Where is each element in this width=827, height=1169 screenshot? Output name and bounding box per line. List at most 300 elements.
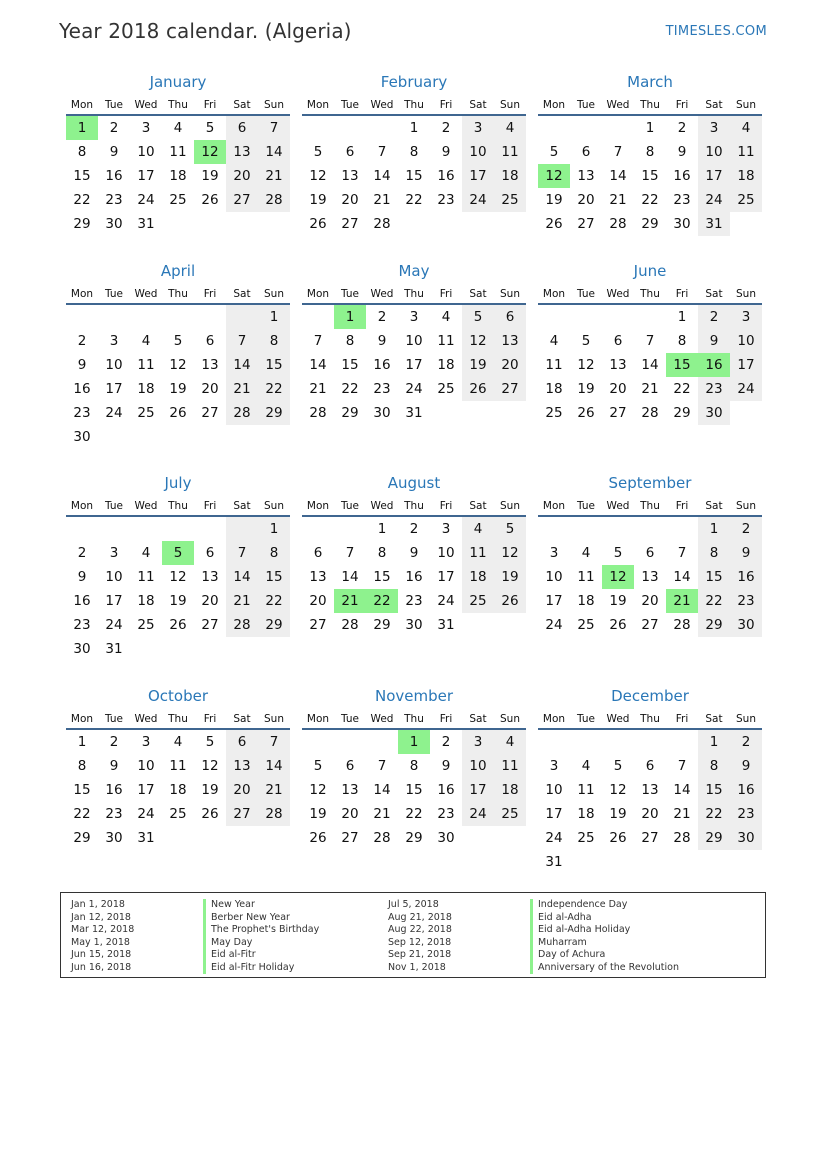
day-cell: 15: [258, 353, 290, 377]
weekday-label: Mon: [70, 500, 94, 512]
legend-date: Aug 21, 2018: [388, 911, 452, 923]
day-cell: 6: [645, 758, 655, 774]
weekday-label: Sun: [736, 99, 756, 111]
legend-date: Aug 22, 2018: [388, 924, 452, 935]
days-grid: [66, 305, 290, 449]
day-cell: 27: [577, 216, 595, 232]
weekday-label: Tue: [341, 713, 359, 725]
day-cell: 15: [405, 782, 423, 798]
day-cell: 13: [226, 754, 258, 778]
day-cell: 26: [169, 617, 187, 633]
holiday-day-cell: 21: [334, 589, 366, 613]
weekday-label: Tue: [577, 288, 595, 300]
weekday-label: Tue: [341, 288, 359, 300]
weekday-label: Wed: [606, 288, 630, 300]
weekday-label: Wed: [606, 99, 630, 111]
empty-day-cell: [366, 730, 398, 754]
legend-holiday-name: Eid al-Fitr Holiday: [203, 962, 319, 975]
day-cell: 3: [141, 734, 151, 750]
day-cell: 31: [105, 641, 123, 657]
day-cell: 22: [698, 589, 730, 613]
day-cell: 4: [441, 309, 451, 325]
weekday-label: Sat: [233, 99, 251, 111]
legend-date: Sep 21, 2018: [388, 949, 452, 960]
empty-day-cell: [130, 517, 162, 541]
day-cell: 8: [409, 144, 419, 160]
day-cell: 29: [258, 401, 290, 425]
day-cell: 16: [73, 381, 91, 397]
days-grid: [538, 305, 762, 425]
day-cell: 29: [341, 405, 359, 421]
weekday-label: Wed: [134, 713, 158, 725]
empty-day-cell: [730, 401, 762, 425]
empty-day-cell: [602, 850, 634, 874]
weekday-label: Sat: [469, 99, 487, 111]
day-cell: 25: [494, 188, 526, 212]
day-cell: 7: [258, 730, 290, 754]
day-cell: 1: [258, 305, 290, 329]
day-cell: 25: [169, 192, 187, 208]
weekday-label: Sat: [705, 500, 723, 512]
days-grid: [538, 517, 762, 637]
day-cell: 22: [341, 381, 359, 397]
month-september: [538, 473, 762, 637]
holiday-day-cell: 16: [698, 353, 730, 377]
empty-day-cell: [226, 517, 258, 541]
site-link[interactable]: TIMESLES.COM: [665, 24, 767, 39]
day-cell: 8: [377, 545, 387, 561]
day-cell: 20: [641, 806, 659, 822]
day-cell: 2: [441, 734, 451, 750]
day-cell: 22: [258, 377, 290, 401]
day-cell: 9: [441, 144, 451, 160]
day-cell: 11: [137, 569, 155, 585]
day-cell: 12: [494, 541, 526, 565]
day-cell: 15: [698, 565, 730, 589]
day-cell: 3: [409, 309, 419, 325]
day-cell: 30: [373, 405, 391, 421]
day-cell: 7: [258, 116, 290, 140]
day-cell: 2: [441, 120, 451, 136]
empty-day-cell: [570, 730, 602, 754]
empty-day-cell: [462, 212, 494, 236]
day-cell: 9: [730, 754, 762, 778]
day-cell: 3: [549, 758, 559, 774]
day-cell: 11: [577, 569, 595, 585]
day-cell: 11: [730, 140, 762, 164]
day-cell: 20: [341, 806, 359, 822]
day-cell: 29: [258, 613, 290, 637]
day-cell: 16: [730, 778, 762, 802]
empty-day-cell: [666, 850, 698, 874]
weekday-label: Fri: [675, 713, 689, 725]
day-cell: 27: [641, 617, 659, 633]
month-may: [302, 261, 526, 425]
day-cell: 4: [173, 120, 183, 136]
day-cell: 30: [105, 216, 123, 232]
empty-day-cell: [334, 730, 366, 754]
empty-day-cell: [666, 730, 698, 754]
day-cell: 13: [641, 782, 659, 798]
weekday-label: Mon: [70, 99, 94, 111]
weekday-label: Sat: [233, 500, 251, 512]
weekday-label: Sat: [469, 500, 487, 512]
weekday-label: Sun: [736, 713, 756, 725]
holiday-day-cell: 12: [538, 164, 570, 188]
empty-day-cell: [258, 425, 290, 449]
legend-date: Jan 12, 2018: [71, 911, 131, 923]
day-cell: 13: [309, 569, 327, 585]
day-cell: 7: [645, 333, 655, 349]
month-august: [302, 473, 526, 637]
day-cell: 26: [577, 405, 595, 421]
day-cell: 11: [462, 541, 494, 565]
empty-day-cell: [602, 730, 634, 754]
day-cell: 20: [226, 164, 258, 188]
weekday-label: Wed: [370, 713, 394, 725]
day-cell: 12: [169, 357, 187, 373]
day-cell: 4: [462, 517, 494, 541]
empty-day-cell: [570, 305, 602, 329]
day-cell: 27: [609, 405, 627, 421]
day-cell: 8: [77, 758, 87, 774]
empty-day-cell: [162, 826, 194, 850]
day-cell: 24: [137, 192, 155, 208]
day-cell: 18: [437, 357, 455, 373]
day-cell: 15: [73, 168, 91, 184]
day-cell: 14: [641, 357, 659, 373]
empty-day-cell: [194, 517, 226, 541]
weekday-label: Thu: [168, 288, 188, 300]
weekday-label: Thu: [404, 288, 424, 300]
weekday-label: Sun: [264, 500, 284, 512]
day-cell: 14: [373, 782, 391, 798]
days-grid: [66, 730, 290, 850]
day-cell: 24: [437, 593, 455, 609]
day-cell: 5: [549, 144, 559, 160]
day-cell: 14: [226, 565, 258, 589]
day-cell: 24: [137, 806, 155, 822]
legend-holiday-name: Eid al-Fitr: [203, 949, 319, 962]
day-cell: 2: [677, 120, 687, 136]
empty-day-cell: [634, 517, 666, 541]
day-cell: 10: [462, 140, 494, 164]
day-cell: 1: [377, 521, 387, 537]
day-cell: 3: [462, 116, 494, 140]
weekday-label: Tue: [105, 288, 123, 300]
day-cell: 24: [105, 405, 123, 421]
weekday-label: Sun: [264, 99, 284, 111]
empty-day-cell: [66, 517, 98, 541]
legend-date: Sep 12, 2018: [388, 936, 452, 948]
day-cell: 26: [201, 806, 219, 822]
day-cell: 19: [201, 782, 219, 798]
day-cell: 25: [577, 617, 595, 633]
day-cell: 9: [377, 333, 387, 349]
weekday-label: Sun: [500, 500, 520, 512]
weekday-label: Mon: [70, 288, 94, 300]
empty-day-cell: [258, 637, 290, 661]
empty-day-cell: [162, 212, 194, 236]
day-cell: 6: [205, 333, 215, 349]
days-grid: [538, 116, 762, 236]
weekday-label: Fri: [675, 99, 689, 111]
day-cell: 29: [73, 830, 91, 846]
empty-day-cell: [302, 730, 334, 754]
weekday-header: [66, 497, 290, 517]
day-cell: 26: [494, 589, 526, 613]
day-cell: 11: [494, 140, 526, 164]
weekday-label: Sat: [233, 288, 251, 300]
weekday-label: Sun: [264, 713, 284, 725]
day-cell: 5: [581, 333, 591, 349]
day-cell: 5: [205, 734, 215, 750]
empty-day-cell: [366, 116, 398, 140]
day-cell: 7: [613, 144, 623, 160]
weekday-label: Fri: [203, 288, 217, 300]
day-cell: 20: [226, 778, 258, 802]
weekday-label: Thu: [640, 500, 660, 512]
days-grid: [302, 305, 526, 425]
day-cell: 10: [405, 333, 423, 349]
weekday-label: Wed: [606, 713, 630, 725]
empty-day-cell: [462, 401, 494, 425]
day-cell: 1: [77, 734, 87, 750]
day-cell: 19: [494, 565, 526, 589]
legend-date: Jun 15, 2018: [71, 949, 132, 960]
empty-day-cell: [730, 850, 762, 874]
days-grid: [302, 517, 526, 637]
weekday-label: Thu: [640, 288, 660, 300]
day-cell: 9: [109, 758, 119, 774]
day-cell: 20: [341, 192, 359, 208]
month-name: December: [611, 687, 689, 705]
day-cell: 28: [673, 830, 691, 846]
day-cell: 8: [345, 333, 355, 349]
weekday-header: [66, 96, 290, 116]
day-cell: 19: [609, 806, 627, 822]
day-cell: 6: [205, 545, 215, 561]
day-cell: 11: [494, 754, 526, 778]
holiday-day-cell: 1: [334, 305, 366, 329]
day-cell: 13: [201, 357, 219, 373]
day-cell: 9: [698, 329, 730, 353]
weekday-label: Fri: [439, 99, 453, 111]
weekday-label: Mon: [306, 99, 330, 111]
day-cell: 16: [105, 782, 123, 798]
day-cell: 10: [545, 569, 563, 585]
day-cell: 16: [73, 593, 91, 609]
day-cell: 22: [258, 589, 290, 613]
day-cell: 24: [730, 377, 762, 401]
weekday-label: Sat: [469, 713, 487, 725]
day-cell: 21: [609, 192, 627, 208]
day-cell: 7: [377, 144, 387, 160]
empty-day-cell: [634, 305, 666, 329]
day-cell: 5: [313, 144, 323, 160]
day-cell: 3: [462, 730, 494, 754]
day-cell: 26: [169, 405, 187, 421]
day-cell: 8: [409, 758, 419, 774]
legend-date: Jul 5, 2018: [388, 899, 439, 910]
day-cell: 6: [226, 730, 258, 754]
day-cell: 7: [313, 333, 323, 349]
day-cell: 8: [258, 541, 290, 565]
legend-date: May 1, 2018: [71, 936, 130, 948]
empty-day-cell: [602, 305, 634, 329]
month-name: June: [633, 262, 667, 280]
empty-day-cell: [494, 212, 526, 236]
day-cell: 30: [698, 401, 730, 425]
month-name: February: [380, 73, 448, 91]
day-cell: 6: [226, 116, 258, 140]
day-cell: 21: [373, 192, 391, 208]
day-cell: 15: [73, 782, 91, 798]
empty-day-cell: [130, 637, 162, 661]
weekday-label: Thu: [168, 99, 188, 111]
day-cell: 27: [226, 188, 258, 212]
day-cell: 26: [545, 216, 563, 232]
day-cell: 27: [341, 830, 359, 846]
day-cell: 30: [73, 429, 91, 445]
legend-holiday-name: Anniversary of the Revolution: [530, 962, 679, 975]
empty-day-cell: [538, 517, 570, 541]
day-cell: 29: [73, 216, 91, 232]
day-cell: 17: [698, 164, 730, 188]
days-grid: [302, 730, 526, 850]
day-cell: 21: [226, 589, 258, 613]
weekday-label: Mon: [306, 500, 330, 512]
day-cell: 27: [201, 617, 219, 633]
day-cell: 20: [201, 381, 219, 397]
day-cell: 13: [494, 329, 526, 353]
empty-day-cell: [494, 401, 526, 425]
day-cell: 25: [437, 381, 455, 397]
day-cell: 11: [169, 758, 187, 774]
day-cell: 3: [441, 521, 451, 537]
empty-day-cell: [302, 116, 334, 140]
empty-day-cell: [634, 850, 666, 874]
day-cell: 18: [462, 565, 494, 589]
empty-day-cell: [130, 425, 162, 449]
day-cell: 4: [581, 758, 591, 774]
day-cell: 18: [137, 593, 155, 609]
day-cell: 1: [645, 120, 655, 136]
weekday-label: Thu: [404, 713, 424, 725]
day-cell: 26: [309, 216, 327, 232]
day-cell: 25: [577, 830, 595, 846]
day-cell: 24: [405, 381, 423, 397]
weekday-label: Sat: [705, 713, 723, 725]
weekday-label: Mon: [542, 99, 566, 111]
empty-day-cell: [430, 401, 462, 425]
day-cell: 4: [549, 333, 559, 349]
day-cell: 6: [613, 333, 623, 349]
day-cell: 26: [201, 192, 219, 208]
day-cell: 22: [73, 192, 91, 208]
day-cell: 28: [673, 617, 691, 633]
day-cell: 15: [698, 778, 730, 802]
day-cell: 15: [373, 569, 391, 585]
day-cell: 25: [137, 617, 155, 633]
weekday-label: Tue: [577, 500, 595, 512]
weekday-label: Wed: [606, 500, 630, 512]
day-cell: 21: [673, 806, 691, 822]
month-name: May: [398, 262, 430, 280]
day-cell: 11: [137, 357, 155, 373]
day-cell: 24: [462, 802, 494, 826]
empty-day-cell: [162, 305, 194, 329]
empty-day-cell: [538, 116, 570, 140]
day-cell: 29: [673, 405, 691, 421]
day-cell: 18: [494, 164, 526, 188]
day-cell: 23: [437, 192, 455, 208]
day-cell: 2: [730, 517, 762, 541]
day-cell: 30: [730, 826, 762, 850]
legend-date: Jan 1, 2018: [71, 899, 125, 910]
day-cell: 16: [730, 565, 762, 589]
empty-day-cell: [66, 305, 98, 329]
day-cell: 22: [73, 806, 91, 822]
weekday-label: Sun: [500, 713, 520, 725]
day-cell: 23: [673, 192, 691, 208]
day-cell: 6: [494, 305, 526, 329]
day-cell: 10: [105, 569, 123, 585]
day-cell: 13: [641, 569, 659, 585]
day-cell: 10: [462, 754, 494, 778]
day-cell: 21: [373, 806, 391, 822]
day-cell: 1: [677, 309, 687, 325]
empty-day-cell: [194, 637, 226, 661]
weekday-label: Tue: [105, 713, 123, 725]
empty-day-cell: [226, 212, 258, 236]
day-cell: 30: [105, 830, 123, 846]
day-cell: 27: [309, 617, 327, 633]
day-cell: 24: [698, 188, 730, 212]
days-grid: [66, 517, 290, 661]
empty-day-cell: [98, 305, 130, 329]
weekday-header: [538, 710, 762, 730]
weekday-header: [538, 96, 762, 116]
day-cell: 27: [226, 802, 258, 826]
legend-names-left: [203, 899, 319, 974]
weekday-label: Mon: [306, 288, 330, 300]
month-june: [538, 261, 762, 425]
day-cell: 17: [462, 778, 494, 802]
empty-day-cell: [302, 517, 334, 541]
weekday-label: Thu: [168, 713, 188, 725]
day-cell: 10: [137, 144, 155, 160]
day-cell: 1: [698, 517, 730, 541]
day-cell: 5: [494, 517, 526, 541]
holiday-day-cell: 15: [666, 353, 698, 377]
day-cell: 13: [201, 569, 219, 585]
empty-day-cell: [698, 850, 730, 874]
weekday-label: Wed: [134, 500, 158, 512]
weekday-label: Mon: [542, 288, 566, 300]
empty-day-cell: [462, 613, 494, 637]
day-cell: 20: [494, 353, 526, 377]
day-cell: 21: [258, 164, 290, 188]
day-cell: 6: [345, 758, 355, 774]
empty-day-cell: [98, 517, 130, 541]
day-cell: 8: [698, 541, 730, 565]
weekday-label: Sun: [736, 500, 756, 512]
day-cell: 11: [437, 333, 455, 349]
day-cell: 11: [577, 782, 595, 798]
weekday-label: Thu: [404, 500, 424, 512]
day-cell: 9: [730, 541, 762, 565]
